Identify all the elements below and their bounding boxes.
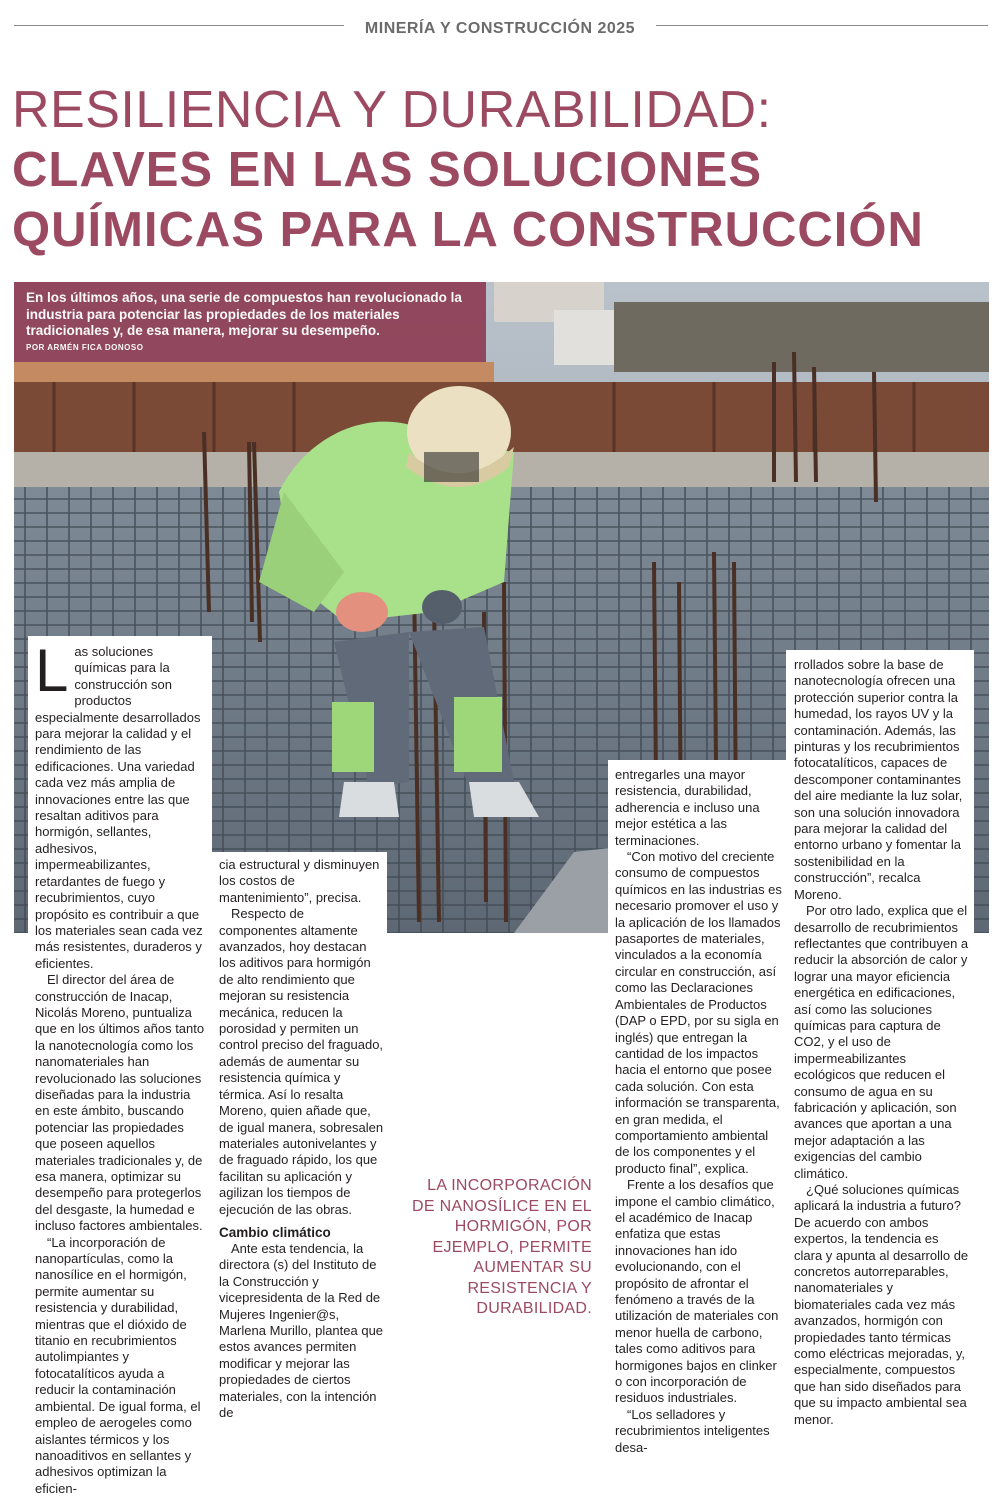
headline [12, 80, 992, 260]
headline-line-2: CLAVES EN LAS SOLUCIONES [12, 143, 763, 197]
section-label: MINERÍA Y CONSTRUCCIÓN 2025 [364, 20, 636, 37]
column-4 [794, 657, 970, 1428]
pull-quote: LA INCORPORACIÓN DE NANOSÍLICE EN EL HORMIGÓN, POR EJEMPLO, PERMITE AUMENTAR SU RESISTENCIA Y DURABILIDAD. [412, 1177, 592, 1317]
column-1-paragraph-2: El director del área de construcción de Inacap, Nicolás Moreno, puntualiza que en los últimos años tanto la nanotecnología como los nanomateriales han revolucionado las soluciones diseñadas para la industria en este ámbito, buscando potenciar las propiedades que poseen aquellos materiales tradicionales y, de esa manera, optimizar su desempeño para protegerlos del desgaste, la humedad e incluso factores ambientales. [35, 972, 205, 1234]
column-3 [615, 767, 783, 1456]
column-2-paragraph-3: Ante esta tendencia, la directora (s) del Instituto de la Construcción y vicepresidenta de la Red de Mujeres Ingenier@s, Marlena Murillo, plantea que estos avances permiten modificar y mejorar las propiedades de ciertos materiales, con la intención de [219, 1240, 384, 1420]
drop-cap: L [35, 637, 69, 704]
lead-text: En los últimos años, una serie de compuestos han revolucionado la industria para potenciar las propiedades de los materiales tradicionales y, de esa manera, mejorar su desempeño. [26, 290, 462, 338]
column-3-paragraph-4: “Los selladores y recubrimientos inteligentes desa- [615, 1406, 770, 1455]
byline: POR ARMÉN FICA DONOSO [26, 342, 144, 352]
column-3-paragraph-1: entregarles una mayor resistencia, durabilidad, adherencia e incluso una mejor estética a las terminaciones. [615, 767, 760, 848]
column-4-paragraph-1: rrollados sobre la base de nanotecnología ofrecen una protección superior contra la humedad, los rayos UV y la contaminación. Además, las pinturas y los recubrimientos fotocatalíticos, capaces de descomponer contaminantes del aire mediante la luz solar, son una solución innovadora para mejorar la calidad del entorno urbano y fomentar la sostenibilidad en la construcción”, recalca Moreno. [794, 657, 963, 902]
lead-standfirst [14, 282, 486, 362]
column-3-paragraph-3: Frente a los desafíos que impone el cambio climático, el académico de Inacap enfatiza que estas innovaciones han ido evolucionando, con el propósito de afrontar el fenómeno a través de la utilización de materiales con menor huella de carbono, tales como aditivos para hormigones bajos en clinker o con incorporación de residuos industriales. [615, 1177, 779, 1406]
column-1-paragraph-3: “La incorporación de nanopartículas, como la nanosílice en el hormigón, permite aumentar su resistencia y durabilidad, mientras que el dióxido de titanio en recubrimientos autolimpiantes y fotocatalíticos ayuda a reducir la contaminación ambiental. De igual forma, el empleo de aerogeles como aislantes térmicos y los nanoaditivos en sellantes y adhesivos optimizan la eficien- [35, 1234, 201, 1496]
column-1-paragraph-1 [35, 637, 207, 972]
headline-line-1: RESILIENCIA Y DURABILIDAD: [12, 81, 772, 139]
column-4-paragraph-3: ¿Qué soluciones químicas aplicará la industria a futuro? De acuerdo con ambos expertos, la tendencia es clara y apunta al desarrollo de concretos autorreparables, nanomateriales y biomateriales cada vez más avanzados, hormigón con propiedades tanto térmicas como eléctricas mejoradas, y, especialmente, compuestos que han sido diseñados para que su impacto ambiental sea menor. [794, 1182, 969, 1427]
column-1-paragraph-1-text: as soluciones químicas para la construcción son productos especialmente desarrollados para mejorar la calidad y el rendimiento de las edificaciones. Una variedad cada vez más amplia de innovaciones entre las que resaltan aditivos para hormigón, sellantes, adhesivos, impermeabilizantes, retardantes de fuego y recubrimientos, cuyo propósito es contribuir a que los materiales sean cada vez más resistentes, duraderos y eficientes. [35, 644, 203, 971]
header-rule-right [656, 25, 988, 26]
column-2-paragraph-2: Respecto de componentes altamente avanzados, hoy destacan los aditivos para hormigón de alto rendimiento que mejoran su resistencia mecánica, reducen la porosidad y permiten un control preciso del fraguado, además de aumentar su resistencia química y térmica. Así lo resalta Moreno, quien añade que, de igual manera, sobresalen materiales autonivelantes y de fraguado rápido, los que facilitan su aplicación y agilizan los tiempos de ejecución de las obras. [219, 906, 384, 1217]
subhead-cambio-climatico: Cambio climático [219, 1224, 331, 1240]
column-1 [35, 637, 207, 1497]
headline-line-3: QUÍMICAS PARA LA CONSTRUCCIÓN [12, 203, 924, 257]
header-rule-left [14, 25, 344, 26]
column-3-paragraph-2: “Con motivo del creciente consumo de compuestos químicos en las industrias es necesario promover el uso y la aplicación de los llamados pasaportes de materiales, vinculados a la economía circular en construcción, así como las Declaraciones Ambientales de Productos (DAP o EPD, por su sigla en inglés) que entregan la cantidad de los impactos hacia el entorno que posee cada solución. Con esta información se transparenta, en gran medida, el comportamiento ambiental de los componentes y el producto final”, explica. [615, 849, 782, 1176]
column-2 [219, 857, 384, 1421]
column-4-paragraph-2: Por otro lado, explica que el desarrollo de recubrimientos reflectantes que contribuyen a reducir la absorción de calor y lograr una mayor eficiencia energética en edificaciones, así como las soluciones químicas para captura de CO2, y el uso de impermeabilizantes ecológicos que reducen el consumo de agua en su fabricación y aplicación, son avances que aportan a una mejor adaptación a las exigencias del cambio climático. [794, 903, 969, 1181]
column-2-paragraph-1: cia estructural y disminuyen los costos de mantenimiento”, precisa. [219, 857, 380, 905]
